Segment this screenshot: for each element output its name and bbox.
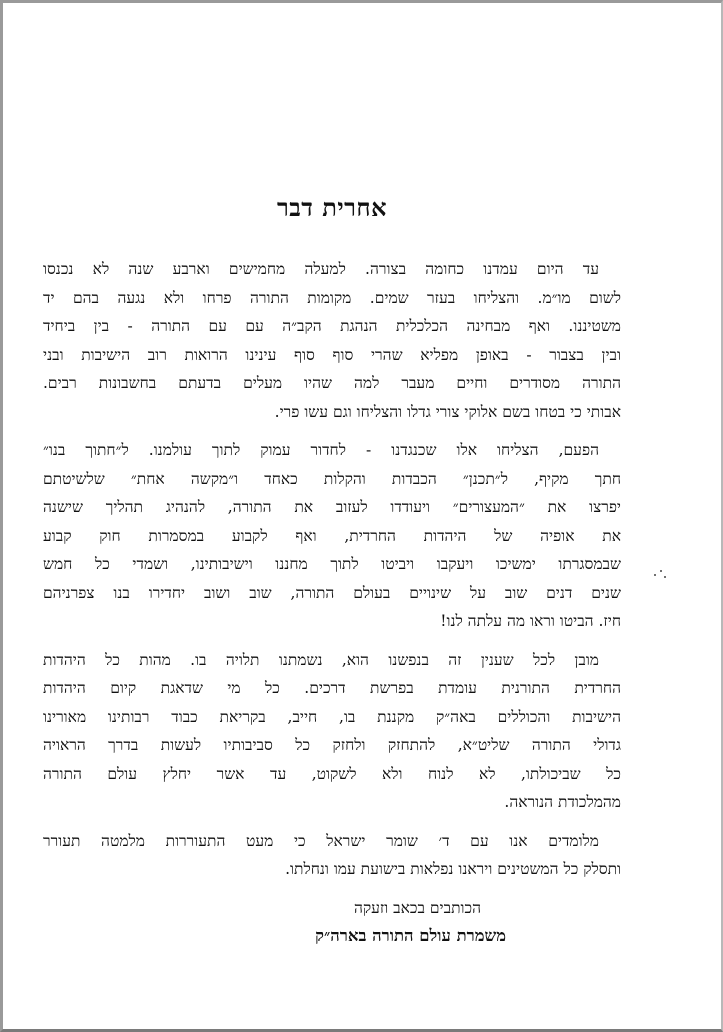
text-line: הישיבות והכוללים באה״ק מקננת בו, חייב, בקריאת כבוד רבותינו מאורינו <box>43 707 621 726</box>
text-line: החרדית התורנית עומדת בפרשת דרכים. כל מי שדאגת קיום היהדות <box>43 679 621 697</box>
text-line: הפעם, הצליחו אלו שכנגדנו - לחדור עמוק לתוך עולמנו. ל״חתוך בנו״ <box>43 441 599 459</box>
text-line: מלומדים אנו עם ד׳ שומר ישראל כי מעט התעוררות מלמטה תעורר <box>43 831 599 850</box>
text-line: יפרצו את ״המעצורים״ ויעודדו לעזוב את התורה, להנהיג תהליך שישנה <box>43 498 621 516</box>
text-line: ותסלק כל המשטינים ויראנו נפלאות בישועת עמו ונחלתו. <box>285 860 621 878</box>
text-line: חיז. הביטו וראו מה עלתה לנו! <box>440 612 621 630</box>
text-line: שבמסגרתו ימשיכו ויעקבו ויביטו לתוך מחננו וישיבותינו, ושמדי כל חמש <box>43 555 621 573</box>
signature-block <box>43 894 621 950</box>
text-line: שנים דנים שוב על שינויים בעולם התורה, שוב ושוב יחדירו בנו צפרניהם <box>43 583 621 602</box>
text-line: ובין בצבור - באופן מפליא שהרי סוף סוף עינינו הרואות רוב הישיבות ובני <box>43 345 621 364</box>
signoff-line: הכותבים בכאב וזעקה <box>353 898 481 917</box>
text-line: כל שביכולתו, לא לנוח ולא לשקוט, עד אשר יחלץ עולם התורה <box>43 764 621 783</box>
text-line: חתך מקיף, ל״תכנן״ הכבדות והקלות כאחד ו״מקשה אחת״ שלשיטתם <box>43 469 621 488</box>
text-line: משטיננו. ואף מבחינה הכלכלית הנהגת הקב״ה עם עם התורה - בין ביחיד <box>43 317 621 335</box>
text-line: גדולי התורה שליט״א, להתחזק ולחזק כל סביבותיו לעשות בדרך הראויה <box>43 736 621 754</box>
text-line: אבותי כי בטחו בשם אלוקי צורי גדלו והצליחו וגם עשו פרי. <box>274 402 621 421</box>
scan-speck-marks <box>654 570 668 580</box>
paragraph-2 <box>43 436 621 636</box>
document-page <box>43 193 621 950</box>
signatory-name: משמרת עולם התורה בארה״ק <box>315 925 506 945</box>
paragraph-1 <box>43 255 621 426</box>
text-line: מהמלכודת הנוראה. <box>504 793 621 811</box>
text-line: מובן לכל שענין זה בנפשנו הוא, נשמתנו תלויה בו. מהות כל היהדות <box>43 650 599 669</box>
paragraph-3 <box>43 646 621 817</box>
text-line: התורה מסודרים וחיים מעבר למה שהיו מעלים בדעתם בחשבונות רבים. <box>43 374 621 392</box>
text-line: לשום מו״מ. והצליחו בעזר שמים. מקומות התורה פרחו ולא נגעה בהם יד <box>43 288 621 307</box>
text-line: עד היום עמדנו כחומה בצורה. למעלה מחמישים וארבע שנה לא נכנסו <box>43 260 599 278</box>
paragraph-4 <box>43 827 621 884</box>
page-title: אחרית דבר <box>276 193 388 222</box>
text-line: את אופיה של היהדות החרדית, ואף לקבוע במסמרות חוק קבוע <box>43 526 621 545</box>
